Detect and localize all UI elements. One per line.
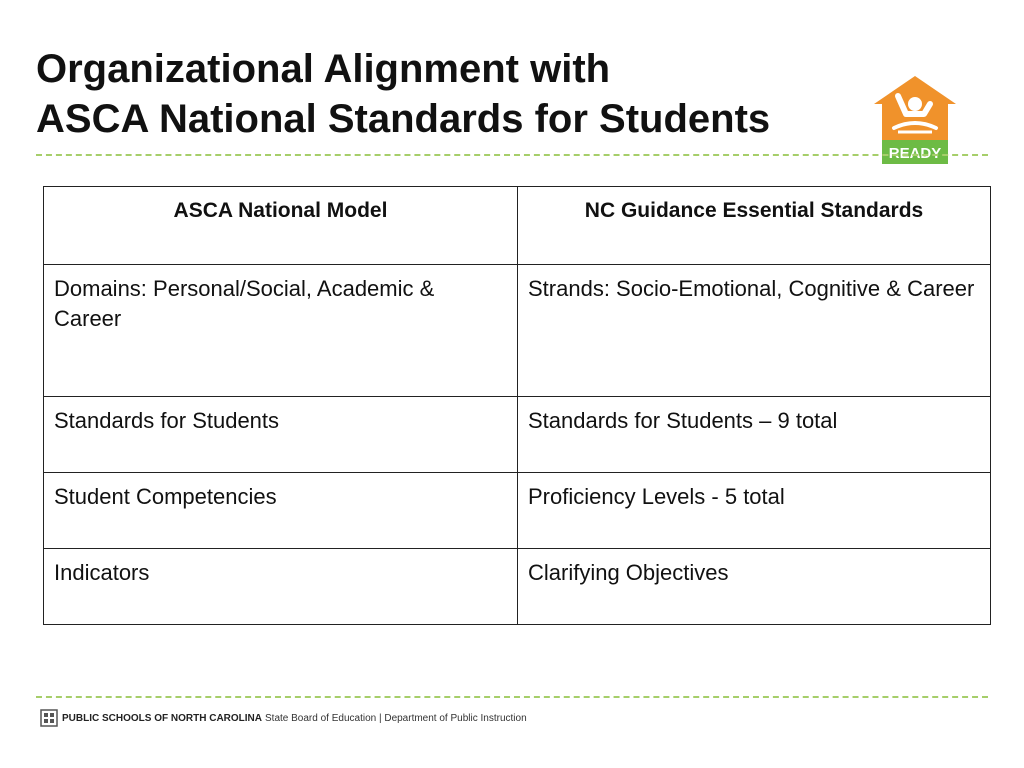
table-row (44, 397, 991, 473)
column-header: NC Guidance Essential Standards (518, 187, 991, 265)
footer (40, 709, 527, 727)
table-cell: Domains: Personal/Social, Academic & Career (44, 265, 518, 397)
table-row (44, 473, 991, 549)
alignment-table (43, 186, 991, 625)
footer-text (62, 713, 527, 724)
bottom-divider (36, 696, 988, 698)
table-header-row (44, 187, 991, 265)
table-row (44, 549, 991, 625)
table-cell: Strands: Socio-Emotional, Cognitive & Career (518, 265, 991, 397)
title-line-2: ASCA National Standards for Students (36, 97, 771, 141)
table-cell: Indicators (44, 549, 518, 625)
table-row (44, 265, 991, 397)
table-cell: Proficiency Levels - 5 total (518, 473, 991, 549)
footer-departments: State Board of Education | Department of Public Instruction (265, 712, 527, 724)
top-divider (36, 154, 988, 156)
ready-label: READY (888, 145, 942, 162)
ready-logo (872, 74, 958, 166)
table-cell: Standards for Students (44, 397, 518, 473)
state-emblem-icon (40, 709, 58, 727)
title-line-1: Organizational Alignment with (36, 47, 611, 91)
table-cell: Standards for Students – 9 total (518, 397, 991, 473)
table-cell: Student Competencies (44, 473, 518, 549)
slide-title (36, 44, 770, 144)
column-header: ASCA National Model (44, 187, 518, 265)
footer-org: PUBLIC SCHOOLS OF NORTH CAROLINA (62, 712, 262, 724)
table-cell: Clarifying Objectives (518, 549, 991, 625)
